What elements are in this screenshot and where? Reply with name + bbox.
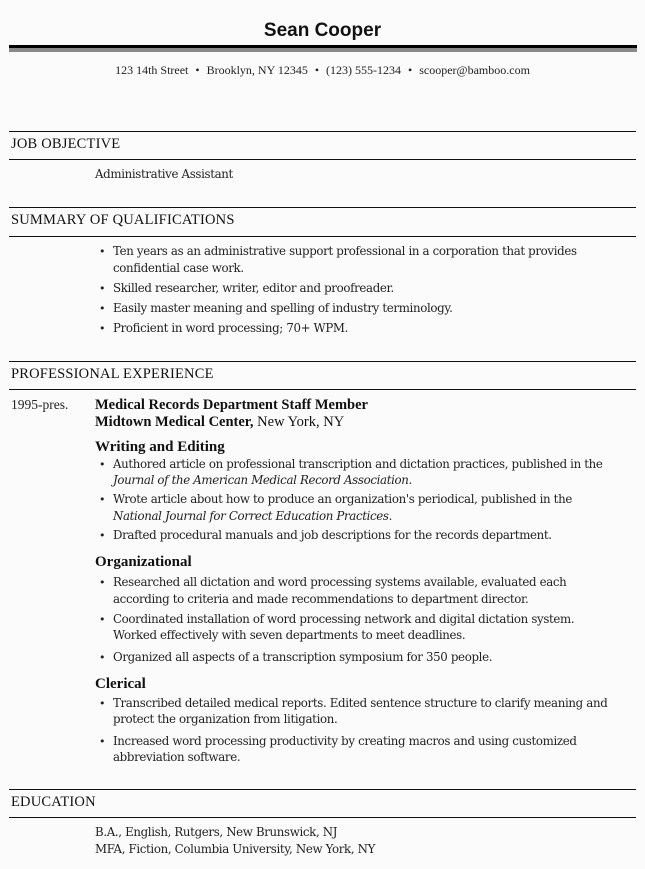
bullet-icon: • — [99, 302, 106, 315]
section-title-qualifications: SUMMARY OF QUALIFICATIONS — [11, 212, 235, 228]
bullet-icon: • — [99, 576, 106, 589]
list-item: Increased word processing productivity by creating macros and using customized — [113, 734, 577, 748]
list-item-cont: Worked effectively with seven departments to meet deadlines. — [113, 628, 466, 642]
section-divider — [9, 236, 636, 237]
contact-line — [0, 63, 645, 78]
section-divider — [9, 361, 636, 362]
section-divider — [9, 817, 636, 818]
list-item-cont: abbreviation software. — [113, 750, 241, 764]
section-divider — [9, 159, 636, 160]
employer-location: New York, NY — [253, 414, 345, 430]
list-item: Skilled researcher, writer, editor and proofreader. — [113, 281, 394, 295]
bullet-icon: • — [99, 613, 106, 626]
contact-street: 123 14th Street — [115, 63, 189, 77]
contact-phone: (123) 555-1234 — [326, 63, 402, 77]
bullet-icon: • — [99, 493, 106, 506]
employer-name: Midtown Medical Center, — [95, 414, 254, 430]
list-item: Authored article on professional transcription and dictation practices, published in the — [113, 457, 603, 471]
list-item-cont: confidential case work. — [113, 261, 244, 275]
publication-name: Journal of the American Medical Record Association — [113, 473, 409, 487]
contact-email[interactable]: scooper@bamboo.com — [419, 63, 530, 77]
punctuation: . — [388, 509, 393, 523]
punctuation: . — [408, 473, 412, 487]
group-heading-organizational: Organizational — [95, 554, 192, 570]
list-item-cont: protect the organization from litigation. — [113, 712, 338, 726]
list-item: Drafted procedural manuals and job descriptions for the records department. — [113, 528, 552, 542]
group-heading-clerical: Clerical — [95, 676, 146, 692]
bullet-icon: • — [99, 529, 106, 542]
list-item: Easily master meaning and spelling of industry terminology. — [113, 301, 453, 315]
section-title-experience: PROFESSIONAL EXPERIENCE — [11, 366, 214, 382]
section-divider — [9, 389, 636, 390]
candidate-name: Sean Cooper — [263, 20, 382, 41]
list-item: Coordinated installation of word processing network and digital dictation system. — [113, 612, 575, 626]
bullet-icon: • — [99, 458, 106, 471]
bullet-icon: • — [99, 282, 106, 295]
job-dates: 1995-pres. — [11, 397, 69, 412]
job-title: Medical Records Department Staff Member — [95, 397, 368, 413]
list-item: Researched all dictation and word processing systems available, evaluated each — [113, 575, 567, 589]
bullet-icon: • — [99, 651, 106, 664]
bullet-icon: • — [99, 322, 106, 335]
contact-city: Brooklyn, NY 12345 — [206, 63, 308, 77]
section-divider — [9, 789, 636, 790]
list-item: Wrote article about how to produce an organization's periodical, published in the — [113, 492, 572, 506]
education-item: B.A., English, Rutgers, New Brunswick, NJ — [95, 825, 338, 839]
education-item: MFA, Fiction, Columbia University, New York, NY — [95, 842, 376, 856]
bullet-separator: • — [195, 63, 200, 77]
bullet-icon: • — [99, 735, 106, 748]
list-item-cont — [113, 509, 392, 523]
section-divider — [9, 207, 636, 208]
bullet-icon: • — [99, 245, 106, 258]
bullet-icon: • — [99, 697, 106, 710]
list-item: Ten years as an administrative support professional in a corporation that provides — [113, 244, 577, 258]
employer-line — [95, 414, 344, 431]
section-divider — [9, 131, 636, 132]
list-item: Transcribed detailed medical reports. Edited sentence structure to clarify meaning and — [113, 696, 608, 710]
group-heading-writing: Writing and Editing — [95, 439, 225, 455]
section-title-objective: JOB OBJECTIVE — [11, 136, 121, 152]
bullet-separator: • — [408, 63, 413, 77]
objective-value: Administrative Assistant — [95, 167, 233, 181]
list-item-cont: according to criteria and made recommendations to department director. — [113, 592, 529, 606]
bullet-separator: • — [314, 63, 320, 77]
list-item-cont — [113, 473, 412, 487]
list-item: Organized all aspects of a transcription symposium for 350 people. — [113, 650, 493, 664]
list-item: Proficient in word processing; 70+ WPM. — [113, 321, 349, 335]
header-rule-shadow — [9, 48, 637, 52]
section-title-education: EDUCATION — [11, 794, 96, 810]
publication-name: National Journal for Correct Education Practices — [113, 509, 389, 523]
